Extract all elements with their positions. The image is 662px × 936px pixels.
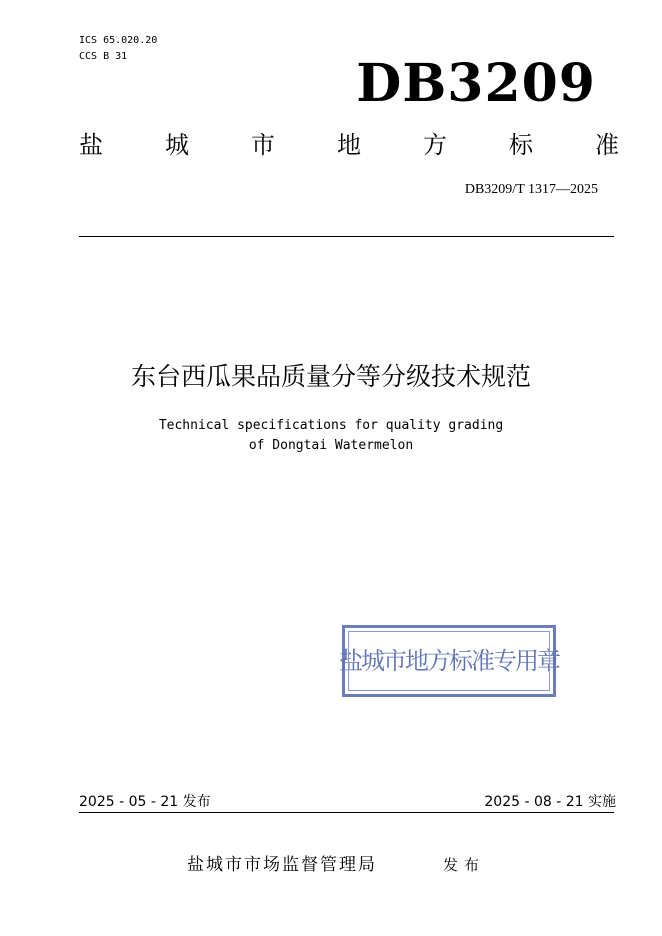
ics-code: ICS 65.020.20 (79, 35, 158, 46)
english-title-line-2: of Dongtai Watermelon (248, 438, 414, 453)
issuing-authority: 盐城市市场监督管理局 (187, 855, 377, 875)
standard-type-char: 地 (337, 131, 361, 159)
ccs-code: CCS B 31 (79, 51, 128, 62)
standard-number: DB3209/T 1317—2025 (464, 182, 598, 197)
issue-date: 2025 - 05 - 21 发布 (79, 794, 211, 810)
standard-type-char: 城 (165, 131, 189, 159)
standard-type-char: 准 (595, 131, 619, 159)
standard-type-char: 市 (251, 131, 275, 159)
standard-code-logo: DB3209 (356, 53, 596, 114)
classification-codes (79, 33, 157, 65)
implementation-date: 2025 - 08 - 21 实施 (484, 794, 616, 810)
document-title-english (0, 416, 662, 456)
official-seal-stamp: 盐城市地方标准专用章 (342, 625, 556, 697)
footer-divider (79, 812, 614, 813)
standard-type-char: 盐 (79, 131, 103, 159)
standard-type-char: 方 (423, 131, 447, 159)
document-title-chinese: 东台西瓜果品质量分等分级技术规范 (130, 362, 531, 391)
issuing-authority-suffix: 发布 (443, 856, 486, 874)
standard-type-char: 标 (509, 131, 533, 159)
standard-type-heading (79, 128, 619, 162)
english-title-line-1: Technical specifications for quality grading (158, 418, 504, 433)
header-divider (79, 236, 614, 237)
